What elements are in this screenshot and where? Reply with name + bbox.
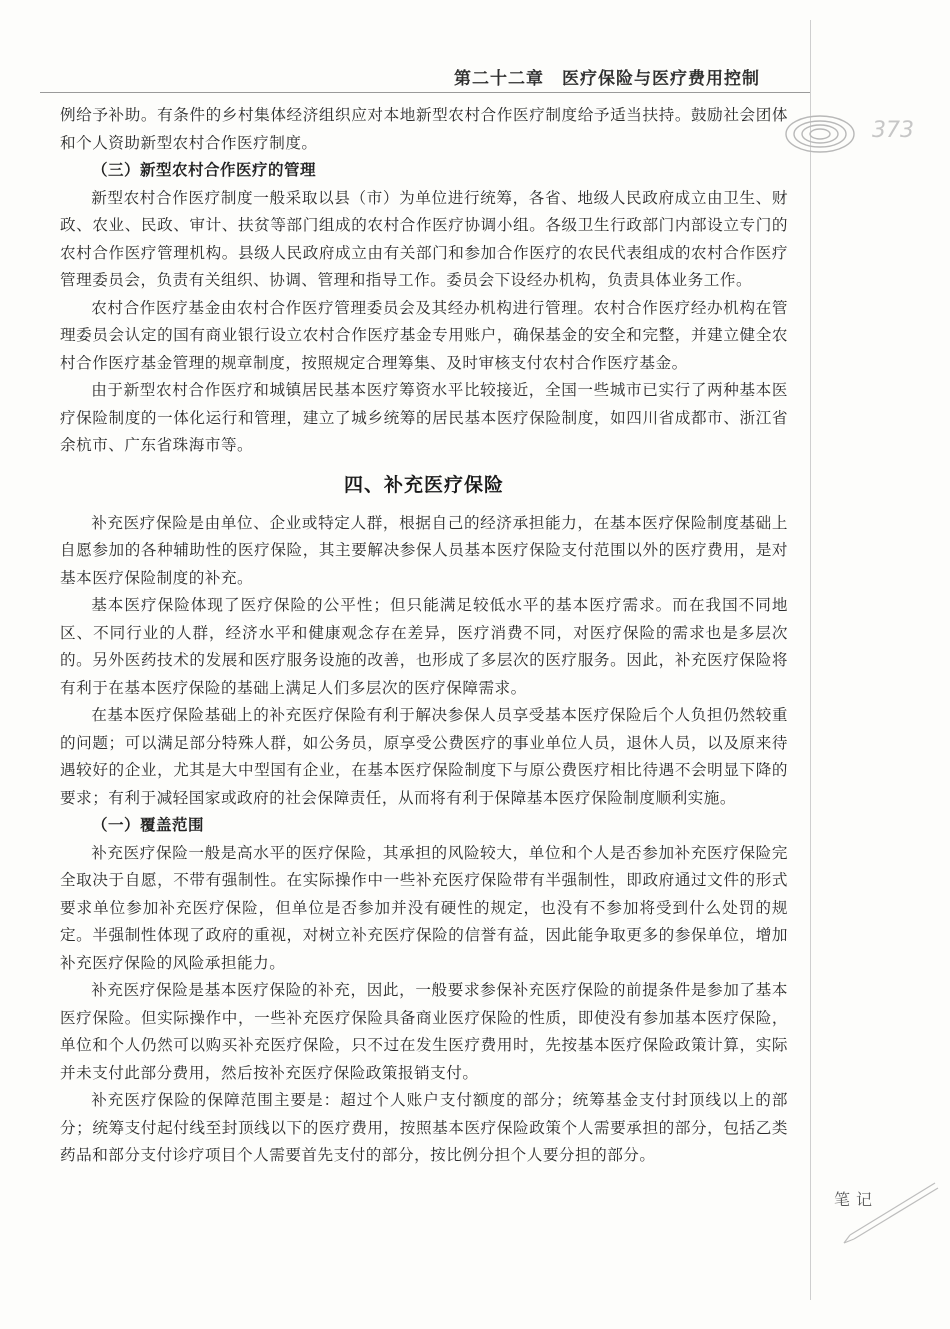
notes-label: 笔记 [834, 1190, 879, 1209]
subsection-heading: （一）覆盖范围 [92, 816, 205, 834]
section-heading: 四、补充医疗保险 [343, 473, 504, 496]
subsection-heading: （三）新型农村合作医疗的管理 [92, 161, 317, 179]
margin-rule [810, 20, 811, 1300]
paragraph: 农村合作医疗基金由农村合作医疗管理委员会及其经办机构进行管理。农村合作医疗经办机构在管理委员会认定的国有商业银行设立农村合作医疗基金专用账户，确保基金的安全和完整，并建立健全农村合作医疗基金管理的规章制度，按照规定合理筹集、及时审核支付农村合作医疗基金。 [60, 298, 788, 372]
paragraph: 补充医疗保险的保障范围主要是：超过个人账户支付额度的部分；统筹基金支付封顶线以上的部分；统筹支付起付线至封顶线以下的医疗费用，按照基本医疗保险政策个人需要承担的部分，包括乙类药品和部分支付诊疗项目个人需要首先支付的部分，按比例分担个人要分担的部分。 [60, 1091, 788, 1164]
paragraph: 新型农村合作医疗制度一般采取以县（市）为单位进行统筹，各省、地级人民政府成立由卫生、财政、农业、民政、审计、扶贫等部门组成的农村合作医疗协调小组。各级卫生行政部门内部设立专门的农村合作医疗管理机构。县级人民政府成立由有关部门和参加合作医疗的农民代表组成的农村合作医疗管理委员会，负责有关组织、协调、管理和指导工作。委员会下设经办机构，负责具体业务工作。 [60, 188, 788, 289]
paragraph: 由于新型农村合作医疗和城镇居民基本医疗筹资水平比较接近，全国一些城市已实行了两种基本医疗保险制度的一体化运行和管理，建立了城乡统筹的居民基本医疗保险制度，如四川省成都市、浙江省余杭市、广东省珠海市等。 [60, 381, 788, 454]
paragraph: 在基本医疗保险基础上的补充医疗保险有利于解决参保人员享受基本医疗保险后个人负担仍然较重的问题；可以满足部分特殊人群，如公务员，原享受公费医疗的事业单位人员，退休人员，以及原来待遇较好的企业，尤其是大中型国有企业，在基本医疗保险制度下与原公费医疗相比待遇不会明显下降的要求；有利于减轻国家或政府的社会保障责任，从而将有利于保障基本医疗保险制度顺利实施。 [60, 706, 788, 807]
swirl-logo-icon [780, 104, 870, 164]
header-rule [40, 92, 810, 93]
pen-icon [830, 1175, 940, 1245]
paragraph: 例给予补助。有条件的乡村集体经济组织应对本地新型农村合作医疗制度给予适当扶持。鼓励社会团体和个人资助新型农村合作医疗制度。 [60, 106, 788, 152]
page-number: 373 [872, 118, 914, 143]
paragraph: 补充医疗保险是基本医疗保险的补充，因此，一般要求参保补充医疗保险的前提条件是参加了基本医疗保险。但实际操作中，一些补充医疗保险具备商业医疗保险的性质，即使没有参加基本医疗保险，单位和个人仍然可以购买补充医疗保险，只不过在发生医疗费用时，先按基本医疗保险政策计算，实际并未支付此部分费用，然后按补充医疗保险政策报销支付。 [60, 981, 788, 1082]
body-text [60, 102, 788, 1170]
paragraph: 补充医疗保险是由单位、企业或特定人群，根据自己的经济承担能力，在基本医疗保险制度基础上自愿参加的各种辅助性的医疗保险，其主要解决参保人员基本医疗保险支付范围以外的医疗费用，是对基本医疗保险制度的补充。 [60, 513, 788, 587]
paragraph: 补充医疗保险一般是高水平的医疗保险，其承担的风险较大，单位和个人是否参加补充医疗保险完全取决于自愿，不带有强制性。在实际操作中一些补充医疗保险带有半强制性，即政府通过文件的形式要求单位参加补充医疗保险，但单位是否参加并没有硬性的规定，也没有不参加将受到什么处罚的规定。半强制性体现了政府的重视，对树立补充医疗保险的信誉有益，因此能争取更多的参保单位，增加补充医疗保险的风险承担能力。 [60, 843, 788, 972]
chapter-title: 第二十二章 医疗保险与医疗费用控制 [454, 69, 760, 89]
notes-margin [830, 1175, 940, 1245]
paragraph: 基本医疗保险体现了医疗保险的公平性；但只能满足较低水平的基本医疗需求。而在我国不同地区、不同行业的人群，经济水平和健康观念存在差异，医疗消费不同，对医疗保险的需求也是多层次的。另外医药技术的发展和医疗服务设施的改善，也形成了多层次的医疗服务。因此，补充医疗保险将有利于在基本医疗保险的基础上满足人们多层次的医疗保障需求。 [60, 596, 788, 697]
